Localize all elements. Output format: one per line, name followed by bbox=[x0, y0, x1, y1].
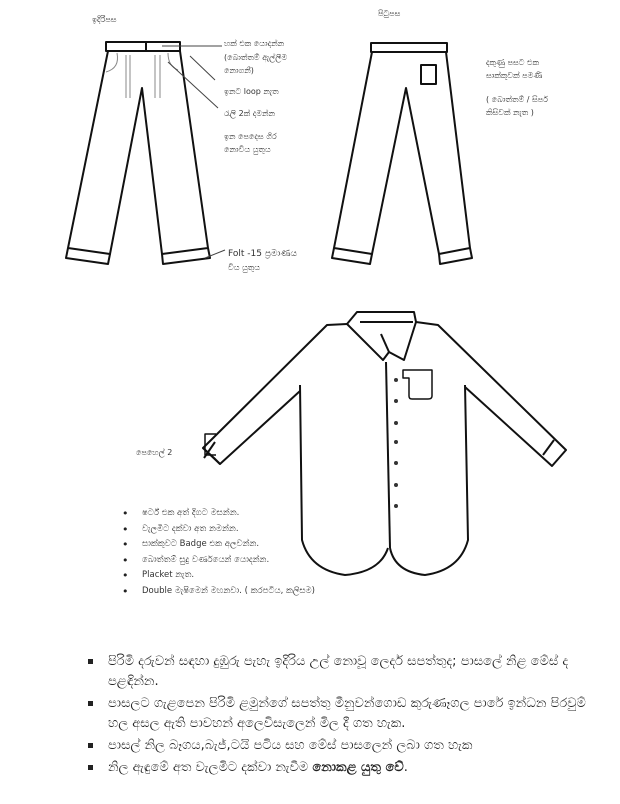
shirt-front-opening bbox=[386, 362, 390, 548]
shirt-right-sleeve bbox=[416, 322, 566, 466]
shirt-note: • ෂර්ට් එක අත් දිගට මසන්න. bbox=[120, 506, 315, 522]
shirt-note: • වැලමිට දක්වා අත නමන්න. bbox=[120, 522, 315, 538]
shirt-note: • Double මැෂිමෙන් මහනවා. ( කරපටිය, කලිසම) bbox=[120, 584, 315, 600]
back-view-title: පිටුපස bbox=[378, 9, 401, 18]
main-note-sleeves bbox=[88, 758, 608, 778]
back-note-fastening: ( බොත්තම් / සිපර් bbox=[486, 95, 548, 104]
shirt-note: • බොත්තම් සුදු වර්ණයෙන් යොදන්න. bbox=[120, 553, 315, 569]
front-trousers-drawing bbox=[66, 42, 210, 264]
front-note-hook-detail: (බොත්තම් ඇල්ලීම bbox=[224, 53, 288, 62]
front-note-waist: ඉන පෙදෙස ගිර bbox=[224, 132, 277, 141]
front-note-hook-detail-2: නොගනී) bbox=[224, 66, 254, 75]
main-note-shoe-shop: පාසලට ගැළපෙන පිරිමි ළමුන්ගේ සපත්තු මීනුවන්ගොඩ කුරුණෑගල පාරේ ඉන්ධන පිරවුම් හල අසල ඇති පාවහන් අලෙවිසැලෙන් මිල දී ගත හැක. bbox=[88, 694, 608, 734]
shirt-right-side bbox=[390, 385, 468, 575]
back-waistband bbox=[371, 43, 447, 52]
shirt-note: • Placket නැත. bbox=[120, 568, 315, 584]
main-notes-list bbox=[88, 652, 608, 780]
shirt-buttons bbox=[394, 378, 398, 508]
front-note-loop: ඉනට loop නැත bbox=[224, 87, 279, 96]
front-note-waist-2: නොවිය යුතුය bbox=[224, 145, 271, 154]
fold-note: Folt -15 ප්‍රමාණය bbox=[228, 249, 297, 259]
back-trousers-outline bbox=[334, 52, 470, 254]
back-note-pocket: දකුණු පසට එක bbox=[486, 58, 539, 67]
shirt-note: • සාක්කුවට Badge එක අලවන්න. bbox=[120, 537, 315, 553]
back-note-pocket-2: සාක්කුවක් පමණි bbox=[486, 71, 543, 80]
back-pocket bbox=[421, 65, 436, 84]
cuff-label: පෙහෙල් 2 bbox=[136, 448, 173, 457]
main-note-school-items: පාසල් නිල බෑගය,බැජ්,ටයි පටිය සහ මේස් පාසලෙන් ලබා ගත හැක bbox=[88, 736, 608, 756]
front-trousers-outline bbox=[68, 51, 208, 254]
shirt-notes-list bbox=[120, 506, 315, 599]
main-note-sleeves-bold: නොකළ යුතු වේ bbox=[312, 760, 404, 775]
back-trousers-drawing bbox=[332, 43, 472, 264]
main-note-sleeves-text: නිල ඇඳුමේ අත වැලමිට දක්වා නැවීම bbox=[108, 760, 313, 775]
main-note-sleeves-tail: . bbox=[403, 760, 408, 775]
shirt-pocket bbox=[403, 370, 432, 399]
shirt-left-sleeve bbox=[203, 324, 347, 464]
main-note-shoes: පිරිමි දරුවන් සඳහා දුඹුරු පැහැ ඉදිරිය උල් නොවූ ලෙදර් සපත්තුද; පාසලේ නිළ මේස් ද පළඳින්න. bbox=[88, 652, 608, 692]
front-view-title: ඉදිරිපස bbox=[92, 15, 117, 24]
fold-note-2: විය යුතුය bbox=[228, 263, 261, 272]
front-note-pleats: රැලි 2ක් දමන්න bbox=[224, 109, 275, 118]
back-note-fastening-2: කිසිවක් නැත ) bbox=[486, 108, 534, 117]
front-note-hook: හක් එක යොදන්න bbox=[224, 39, 285, 48]
